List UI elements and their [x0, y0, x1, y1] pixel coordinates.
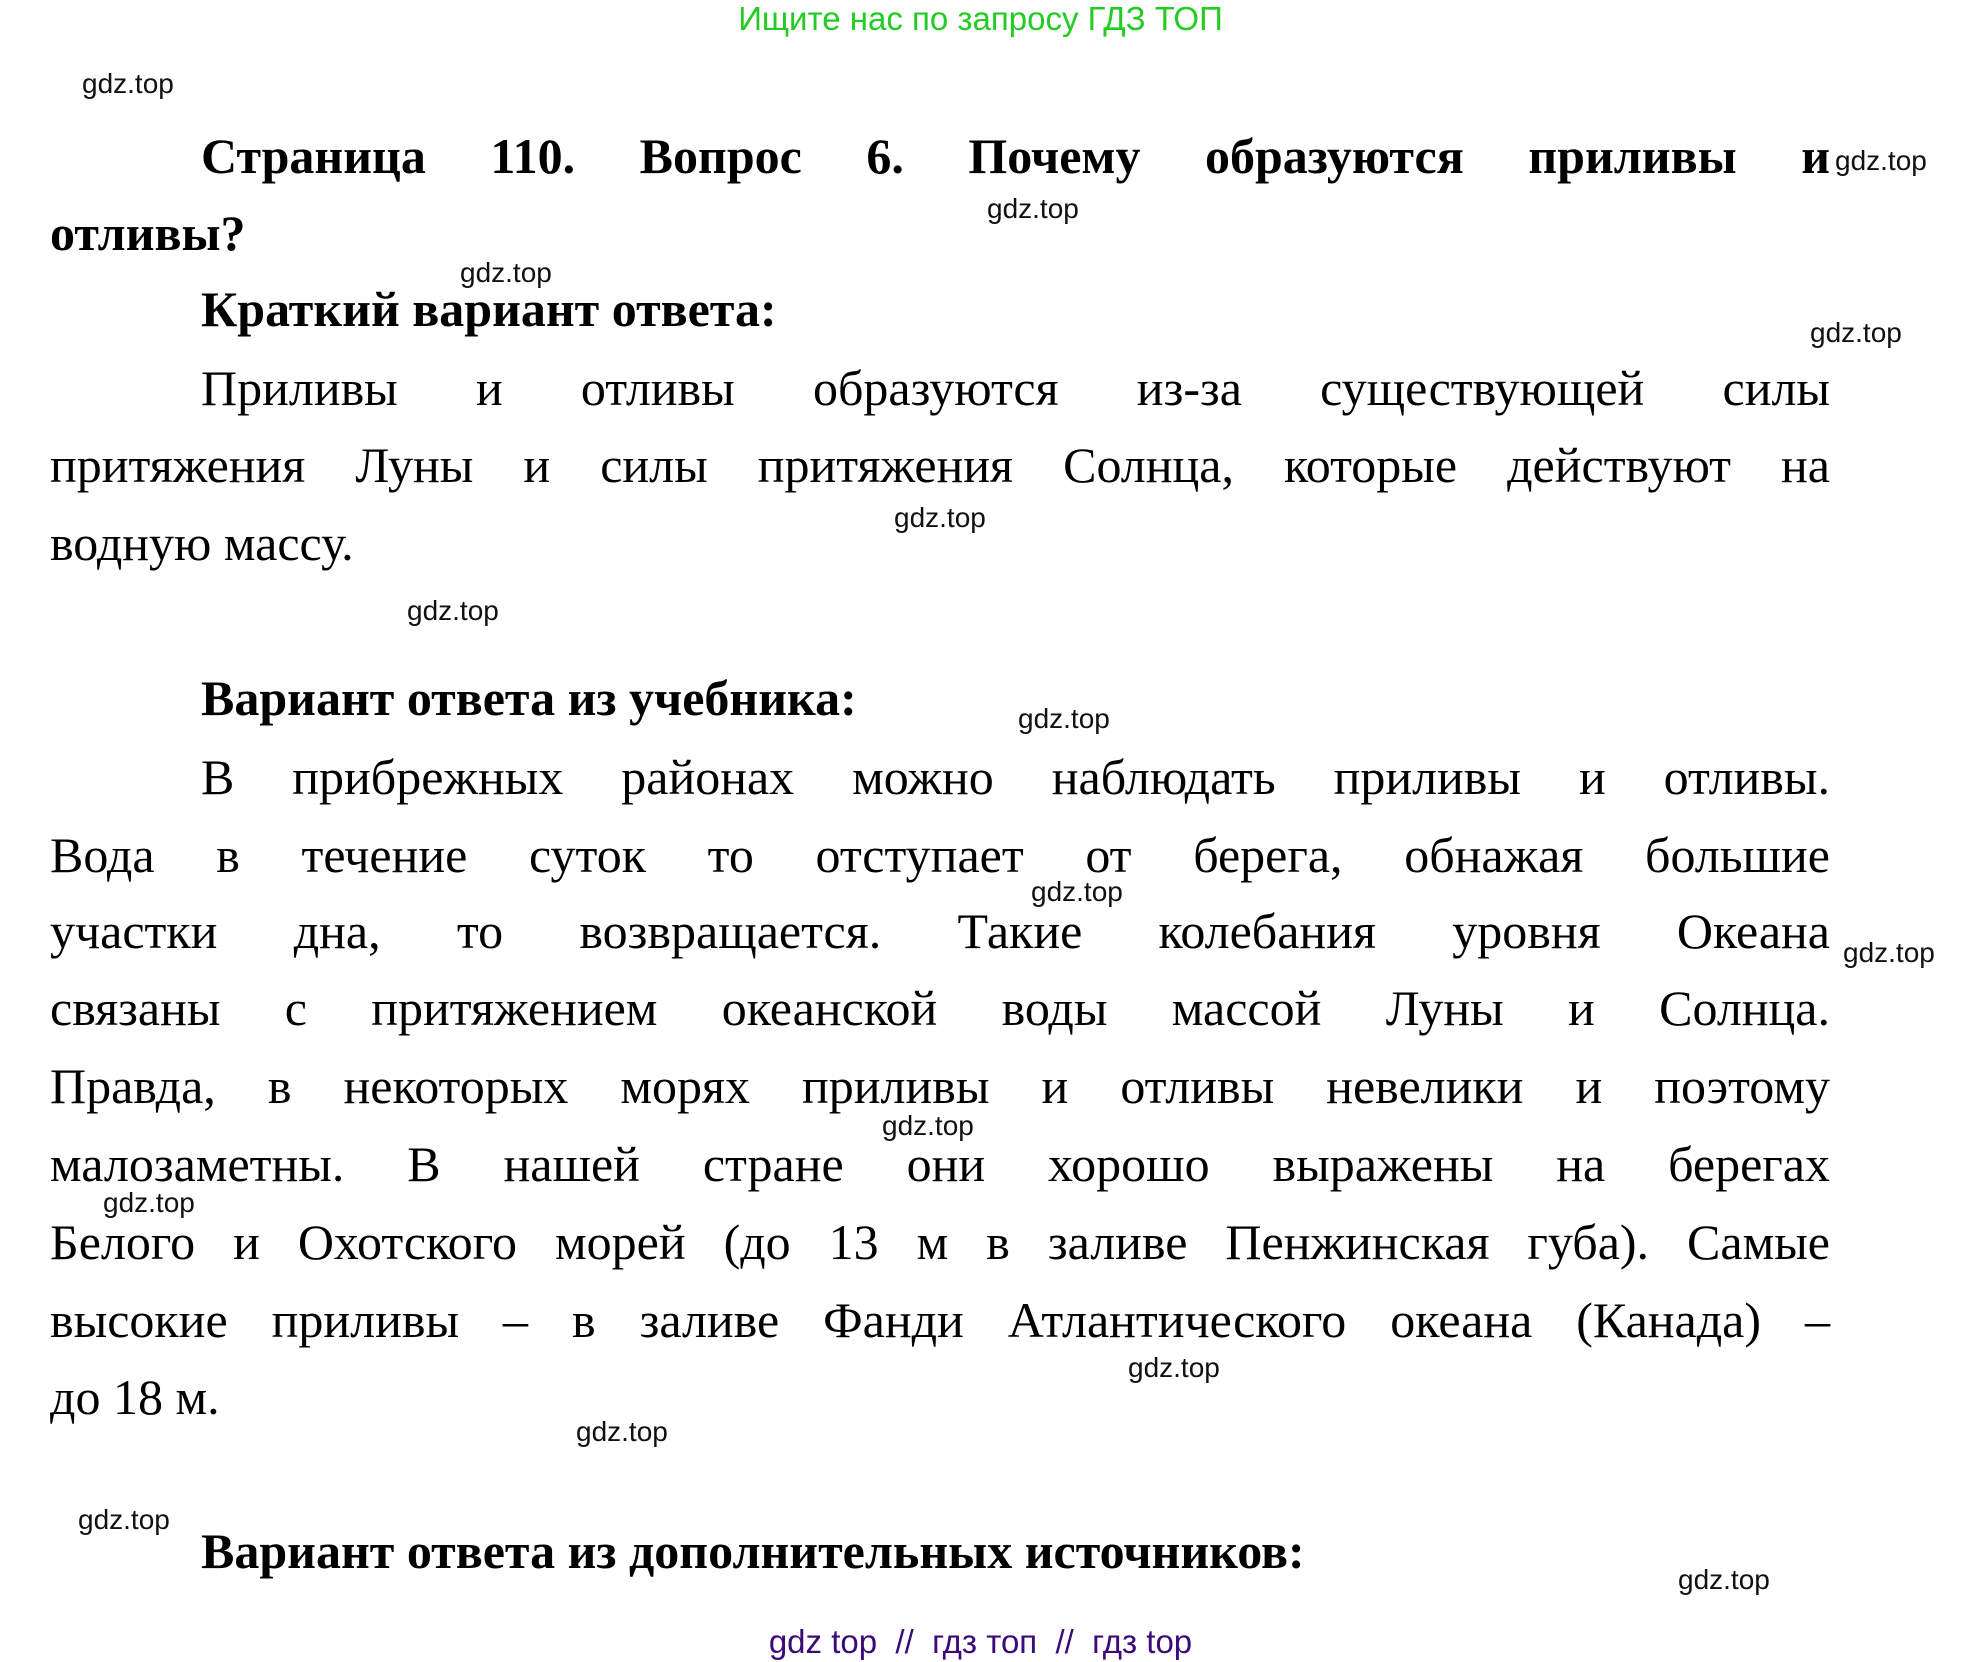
- textbook-answer-line: Белого и Охотского морей (до 13 м в заливе Пенжинская губа). Самые: [50, 1214, 1830, 1270]
- search-banner: Ищите нас по запросу ГДЗ ТОП: [738, 0, 1223, 37]
- watermark: gdz.top: [1031, 876, 1123, 907]
- textbook-answer-line: высокие приливы – в заливе Фанди Атлантического океана (Канада) –: [50, 1292, 1830, 1348]
- extra-sources-heading: Вариант ответа из дополнительных источников:: [201, 1523, 1305, 1579]
- watermark: gdz.top: [103, 1187, 195, 1218]
- textbook-answer-line: малозаметны. В нашей стране они хорошо выражены на берегах: [50, 1136, 1830, 1192]
- textbook-answer-heading: Вариант ответа из учебника:: [201, 670, 857, 726]
- question-title-line-1: Страница 110. Вопрос 6. Почему образуются приливы и: [201, 128, 1830, 184]
- short-answer-line: Приливы и отливы образуются из-за существующей силы: [201, 360, 1830, 416]
- question-title-line-2: отливы?: [50, 205, 246, 261]
- watermark: gdz.top: [1843, 937, 1935, 968]
- textbook-answer-line: В прибрежных районах можно наблюдать приливы и отливы.: [201, 749, 1830, 805]
- watermark: gdz.top: [894, 502, 986, 533]
- textbook-answer-line: Вода в течение суток то отступает от берега, обнажая большие: [50, 827, 1830, 883]
- watermark: gdz.top: [78, 1504, 170, 1535]
- watermark: gdz.top: [1678, 1564, 1770, 1595]
- watermark: gdz.top: [82, 68, 174, 99]
- textbook-answer-line: Правда, в некоторых морях приливы и отливы невелики и поэтому: [50, 1058, 1830, 1114]
- footer-links: gdz top // гдз топ // гдз top: [768, 1623, 1193, 1660]
- watermark: gdz.top: [1018, 703, 1110, 734]
- watermark: gdz.top: [987, 193, 1079, 224]
- watermark: gdz.top: [460, 257, 552, 288]
- watermark: gdz.top: [1810, 317, 1902, 348]
- short-answer-heading: Краткий вариант ответа:: [201, 281, 777, 337]
- watermark: gdz.top: [1835, 145, 1927, 176]
- watermark: gdz.top: [882, 1110, 974, 1141]
- textbook-answer-line: участки дна, то возвращается. Такие колебания уровня Океана: [50, 903, 1830, 959]
- textbook-answer-line: связаны с притяжением океанской воды массой Луны и Солнца.: [50, 980, 1830, 1036]
- short-answer-line: притяжения Луны и силы притяжения Солнца, которые действуют на: [50, 437, 1830, 493]
- watermark: gdz.top: [1128, 1352, 1220, 1383]
- short-answer-line: водную массу.: [50, 515, 354, 571]
- watermark: gdz.top: [407, 595, 499, 626]
- watermark: gdz.top: [576, 1416, 668, 1447]
- textbook-answer-line: до 18 м.: [50, 1369, 220, 1425]
